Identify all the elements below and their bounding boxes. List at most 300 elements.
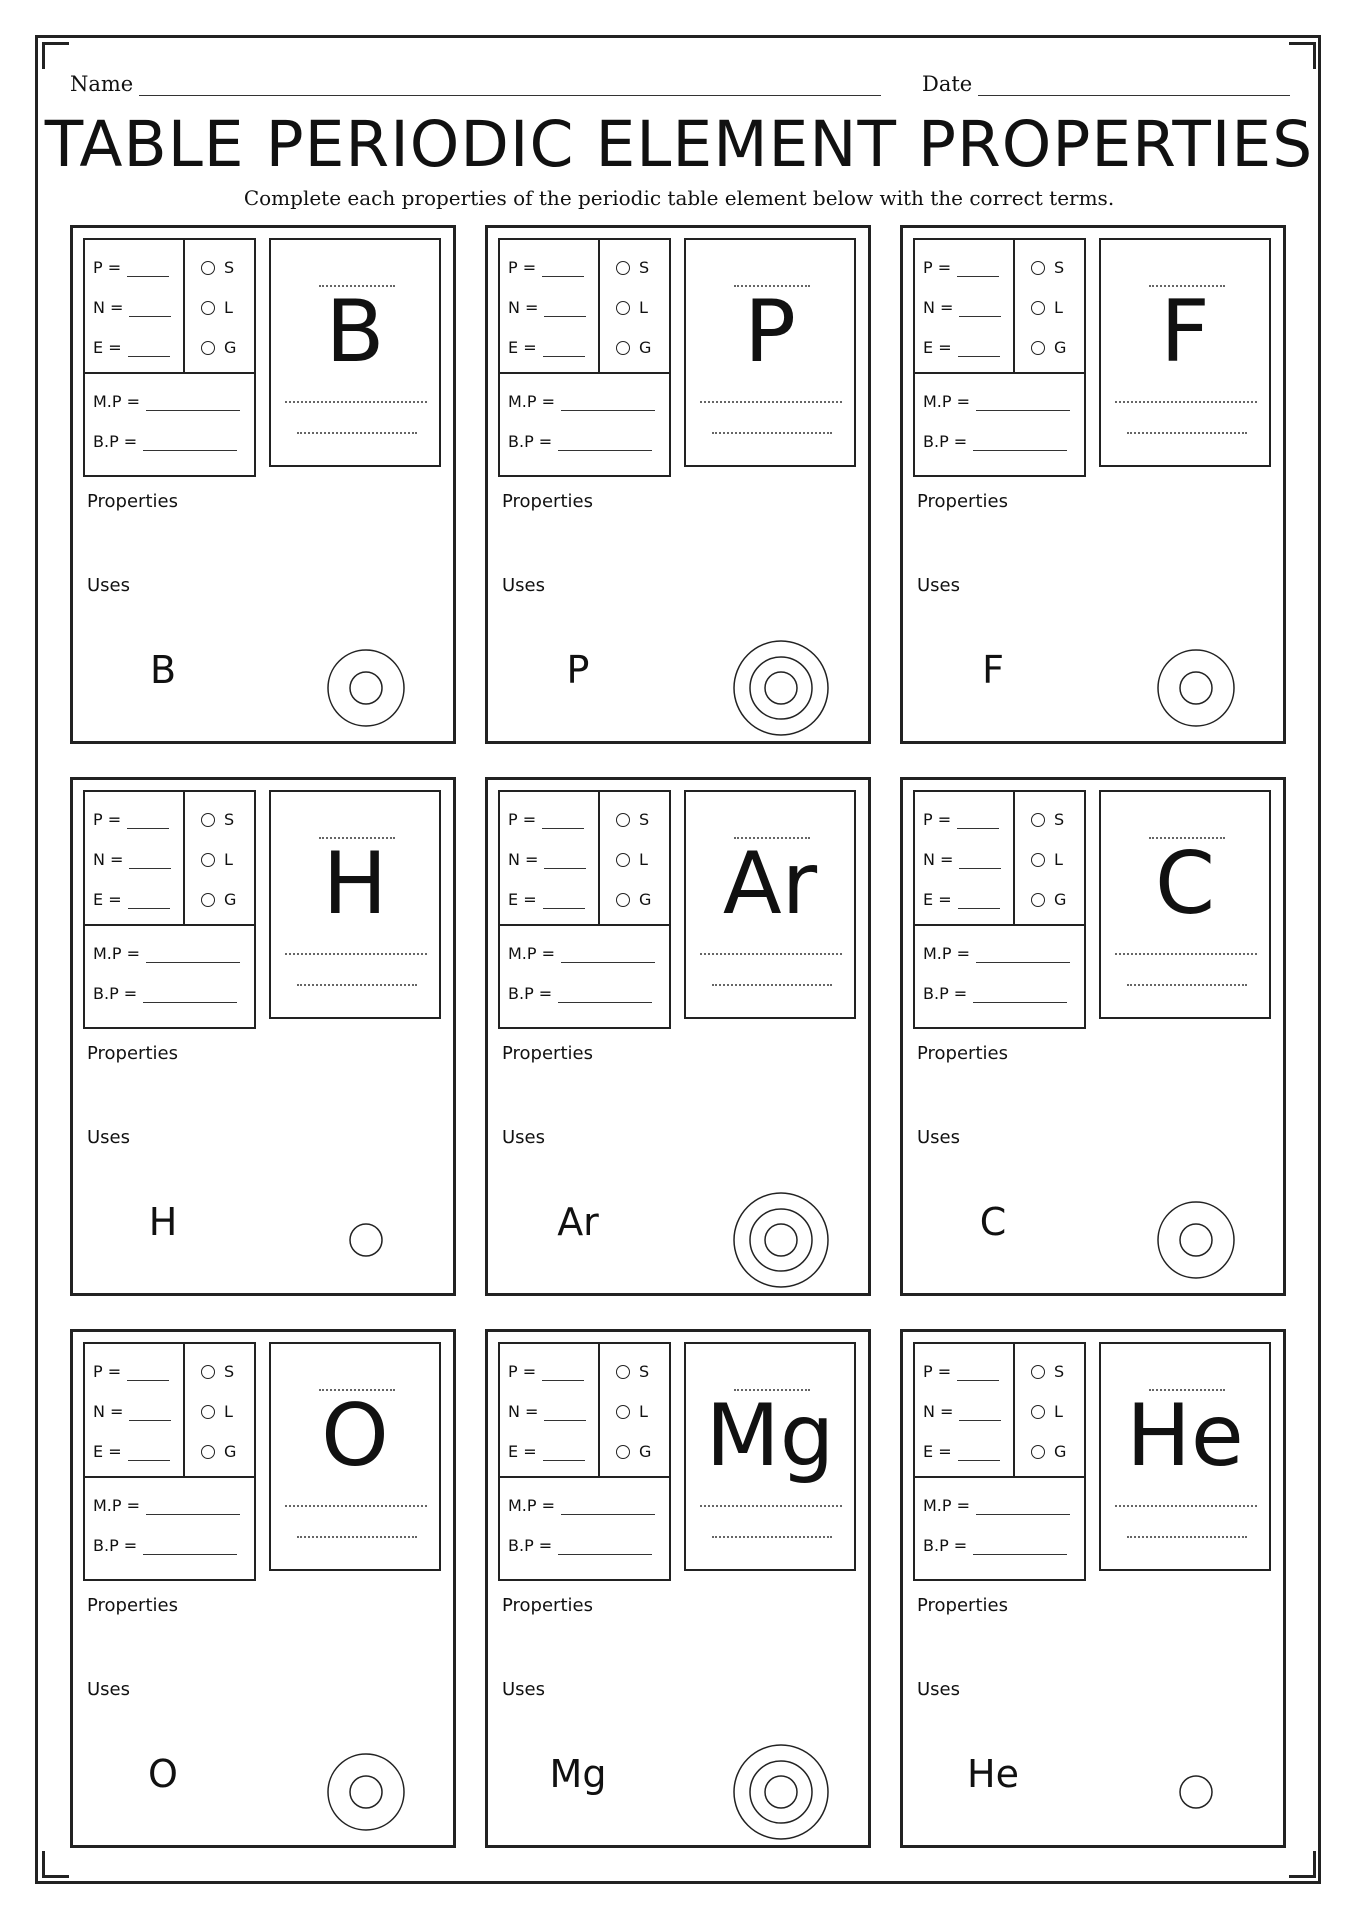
element-symbol: B xyxy=(325,282,385,382)
neutrons-blank[interactable] xyxy=(129,1406,171,1421)
radio-icon[interactable] xyxy=(1031,1445,1045,1459)
element-symbol-box xyxy=(684,238,856,467)
uses-label: Uses xyxy=(87,1127,131,1148)
neutrons-label: N = xyxy=(508,1402,539,1421)
element-card-f xyxy=(900,225,1286,744)
state-liquid-label: L xyxy=(1054,298,1063,317)
nucleus-circle xyxy=(765,1776,797,1808)
protons-row xyxy=(93,258,169,277)
neutrons-blank[interactable] xyxy=(544,1406,586,1421)
element-info-box xyxy=(498,238,671,477)
element-name-blank[interactable] xyxy=(700,953,842,955)
protons-row xyxy=(923,810,999,829)
state-option-liquid[interactable] xyxy=(1031,298,1063,317)
boiling-point-blank[interactable] xyxy=(973,1540,1067,1555)
electrons-blank[interactable] xyxy=(128,342,170,357)
neutrons-blank[interactable] xyxy=(129,302,171,317)
radio-icon[interactable] xyxy=(1031,261,1045,275)
radio-icon[interactable] xyxy=(201,893,215,907)
electron-shell-ring xyxy=(750,1209,812,1271)
state-option-gas[interactable] xyxy=(1031,890,1066,909)
element-symbol-box xyxy=(269,790,441,1019)
boiling-point-label: B.P = xyxy=(508,984,553,1003)
protons-blank[interactable] xyxy=(957,1366,999,1381)
uses-label: Uses xyxy=(87,575,131,596)
element-card-he xyxy=(900,1329,1286,1848)
protons-blank[interactable] xyxy=(957,262,999,277)
protons-blank[interactable] xyxy=(957,814,999,829)
protons-label: P = xyxy=(93,1362,122,1381)
atomic-mass-blank[interactable] xyxy=(1127,432,1247,434)
element-symbol-small: B xyxy=(149,648,177,692)
radio-icon[interactable] xyxy=(1031,1365,1045,1379)
state-gas-label: G xyxy=(639,1442,652,1461)
melting-point-label: M.P = xyxy=(93,1496,141,1515)
radio-icon[interactable] xyxy=(201,301,215,315)
protons-row xyxy=(93,810,169,829)
state-option-solid[interactable] xyxy=(1031,258,1064,277)
melting-point-blank[interactable] xyxy=(146,396,240,411)
neutrons-row xyxy=(923,298,1001,317)
state-option-solid[interactable] xyxy=(616,1362,649,1381)
electron-shell-ring xyxy=(328,650,404,726)
protons-label: P = xyxy=(508,1362,537,1381)
properties-label: Properties xyxy=(502,1043,593,1064)
electrons-row xyxy=(93,1442,170,1461)
melting-point-row xyxy=(93,1496,240,1515)
melting-point-row xyxy=(93,944,240,963)
electron-shell-diagram xyxy=(316,1742,416,1842)
neutrons-blank[interactable] xyxy=(129,854,171,869)
boiling-point-blank[interactable] xyxy=(558,988,652,1003)
element-name-blank[interactable] xyxy=(700,1505,842,1507)
state-solid-label: S xyxy=(639,258,650,277)
state-option-gas[interactable] xyxy=(1031,338,1066,357)
atomic-mass-blank[interactable] xyxy=(297,432,417,434)
state-liquid-label: L xyxy=(639,1402,648,1421)
neutrons-label: N = xyxy=(923,298,954,317)
state-option-gas[interactable] xyxy=(1031,1442,1066,1461)
boiling-point-label: B.P = xyxy=(508,432,553,451)
neutrons-label: N = xyxy=(508,850,539,869)
date-line[interactable] xyxy=(978,73,1290,96)
element-symbol-box xyxy=(269,238,441,467)
electrons-row xyxy=(923,1442,1000,1461)
state-liquid-label: L xyxy=(1054,850,1063,869)
state-option-liquid[interactable] xyxy=(1031,850,1063,869)
radio-icon[interactable] xyxy=(616,1365,630,1379)
particle-count-box xyxy=(85,1344,185,1478)
melting-point-label: M.P = xyxy=(508,944,556,963)
particle-count-box xyxy=(85,240,185,374)
melting-point-label: M.P = xyxy=(923,392,971,411)
melting-point-label: M.P = xyxy=(508,392,556,411)
radio-icon[interactable] xyxy=(1031,813,1045,827)
state-option-gas[interactable] xyxy=(616,1442,651,1461)
element-symbol: F xyxy=(1160,282,1210,382)
neutrons-row xyxy=(508,298,586,317)
element-name-blank[interactable] xyxy=(285,953,427,955)
nucleus-circle xyxy=(765,1224,797,1256)
melting-boiling-box xyxy=(85,1478,254,1579)
element-symbol-small: Ar xyxy=(557,1200,599,1244)
protons-row xyxy=(923,1362,999,1381)
state-option-gas[interactable] xyxy=(616,890,651,909)
particle-count-box xyxy=(500,240,600,374)
melting-boiling-box xyxy=(85,374,254,475)
electrons-label: E = xyxy=(508,338,537,357)
atomic-mass-blank[interactable] xyxy=(712,1536,832,1538)
neutrons-blank[interactable] xyxy=(544,302,586,317)
nucleus-circle xyxy=(350,1776,382,1808)
element-name-blank[interactable] xyxy=(700,401,842,403)
state-option-gas[interactable] xyxy=(616,338,651,357)
corner-ornament-top-left xyxy=(42,42,69,69)
radio-icon[interactable] xyxy=(616,261,630,275)
electron-shell-ring xyxy=(734,1745,828,1839)
protons-row xyxy=(93,1362,169,1381)
neutrons-label: N = xyxy=(93,850,124,869)
particle-count-box xyxy=(500,1344,600,1478)
radio-icon[interactable] xyxy=(616,853,630,867)
element-card-mg xyxy=(485,1329,871,1848)
properties-label: Properties xyxy=(917,491,1008,512)
melting-point-blank[interactable] xyxy=(561,948,655,963)
melting-point-blank[interactable] xyxy=(146,948,240,963)
name-line[interactable] xyxy=(139,73,881,96)
electrons-label: E = xyxy=(923,890,952,909)
radio-icon[interactable] xyxy=(1031,301,1045,315)
melting-point-row xyxy=(508,1496,655,1515)
boiling-point-blank[interactable] xyxy=(143,436,237,451)
electrons-blank[interactable] xyxy=(543,342,585,357)
element-info-box xyxy=(83,790,256,1029)
electrons-label: E = xyxy=(923,338,952,357)
element-symbol-small: H xyxy=(148,1200,178,1244)
atomic-mass-blank[interactable] xyxy=(712,432,832,434)
name-field xyxy=(70,72,881,96)
melting-point-row xyxy=(923,1496,1070,1515)
date-field xyxy=(922,72,1290,96)
radio-icon[interactable] xyxy=(201,261,215,275)
electron-shell-ring xyxy=(1158,650,1234,726)
state-option-liquid[interactable] xyxy=(1031,1402,1063,1421)
melting-point-blank[interactable] xyxy=(976,948,1070,963)
protons-label: P = xyxy=(508,258,537,277)
electrons-label: E = xyxy=(923,1442,952,1461)
name-label: Name xyxy=(70,72,134,96)
electrons-row xyxy=(923,890,1000,909)
state-option-gas[interactable] xyxy=(201,890,236,909)
radio-icon[interactable] xyxy=(1031,853,1045,867)
state-solid-label: S xyxy=(639,810,650,829)
element-symbol-box xyxy=(269,1342,441,1571)
electrons-row xyxy=(923,338,1000,357)
melting-point-label: M.P = xyxy=(508,1496,556,1515)
particle-count-box xyxy=(915,240,1015,374)
melting-boiling-box xyxy=(915,1478,1084,1579)
state-option-solid[interactable] xyxy=(1031,810,1064,829)
radio-icon[interactable] xyxy=(201,1445,215,1459)
electron-shell-ring xyxy=(734,1193,828,1287)
nucleus-circle xyxy=(765,672,797,704)
properties-label: Properties xyxy=(87,1595,178,1616)
electron-shell-ring xyxy=(750,1761,812,1823)
element-symbol: O xyxy=(321,1386,389,1486)
radio-icon[interactable] xyxy=(616,813,630,827)
element-symbol-box xyxy=(1099,790,1271,1019)
neutrons-blank[interactable] xyxy=(544,854,586,869)
boiling-point-blank[interactable] xyxy=(973,988,1067,1003)
boiling-point-blank[interactable] xyxy=(143,988,237,1003)
radio-icon[interactable] xyxy=(616,1445,630,1459)
protons-label: P = xyxy=(923,1362,952,1381)
boiling-point-row xyxy=(923,1536,1067,1555)
corner-ornament-top-right xyxy=(1289,42,1316,69)
melting-point-row xyxy=(923,944,1070,963)
neutrons-row xyxy=(93,298,171,317)
electrons-label: E = xyxy=(508,890,537,909)
element-symbol-box xyxy=(1099,238,1271,467)
element-info-box xyxy=(913,238,1086,477)
electrons-blank[interactable] xyxy=(543,894,585,909)
uses-label: Uses xyxy=(502,1679,546,1700)
properties-label: Properties xyxy=(87,1043,178,1064)
state-option-solid[interactable] xyxy=(201,258,234,277)
protons-row xyxy=(508,1362,584,1381)
state-liquid-label: L xyxy=(639,850,648,869)
radio-icon[interactable] xyxy=(1031,1405,1045,1419)
electrons-label: E = xyxy=(93,1442,122,1461)
boiling-point-row xyxy=(93,1536,237,1555)
protons-blank[interactable] xyxy=(127,1366,169,1381)
state-liquid-label: L xyxy=(639,298,648,317)
neutrons-row xyxy=(508,850,586,869)
protons-blank[interactable] xyxy=(542,1366,584,1381)
radio-icon[interactable] xyxy=(616,341,630,355)
state-option-liquid[interactable] xyxy=(616,1402,648,1421)
element-info-box xyxy=(498,1342,671,1581)
electrons-blank[interactable] xyxy=(958,1446,1000,1461)
state-liquid-label: L xyxy=(224,298,233,317)
melting-boiling-box xyxy=(915,374,1084,475)
radio-icon[interactable] xyxy=(1031,341,1045,355)
atomic-mass-blank[interactable] xyxy=(712,984,832,986)
state-solid-label: S xyxy=(1054,1362,1065,1381)
neutrons-label: N = xyxy=(923,850,954,869)
corner-ornament-bottom-right xyxy=(1289,1851,1316,1878)
protons-label: P = xyxy=(923,258,952,277)
electron-shell-ring xyxy=(734,641,828,735)
melting-boiling-box xyxy=(500,374,669,475)
element-symbol-small: C xyxy=(979,1200,1007,1244)
protons-blank[interactable] xyxy=(542,262,584,277)
state-gas-label: G xyxy=(224,890,237,909)
melting-point-blank[interactable] xyxy=(561,396,655,411)
neutrons-row xyxy=(923,850,1001,869)
boiling-point-row xyxy=(923,432,1067,451)
state-option-gas[interactable] xyxy=(201,1442,236,1461)
element-symbol-box xyxy=(684,790,856,1019)
state-gas-label: G xyxy=(1054,890,1067,909)
element-symbol: Ar xyxy=(722,834,818,934)
electrons-blank[interactable] xyxy=(128,894,170,909)
electron-shell-diagram xyxy=(731,1742,831,1842)
state-gas-label: G xyxy=(1054,338,1067,357)
properties-label: Properties xyxy=(917,1595,1008,1616)
electron-shell-ring xyxy=(750,657,812,719)
melting-point-blank[interactable] xyxy=(976,396,1070,411)
state-option-liquid[interactable] xyxy=(201,850,233,869)
boiling-point-blank[interactable] xyxy=(558,436,652,451)
state-option-solid[interactable] xyxy=(201,810,234,829)
atomic-mass-blank[interactable] xyxy=(297,1536,417,1538)
electrons-blank[interactable] xyxy=(543,1446,585,1461)
element-info-box xyxy=(83,238,256,477)
electrons-blank[interactable] xyxy=(958,342,1000,357)
radio-icon[interactable] xyxy=(201,341,215,355)
state-gas-label: G xyxy=(639,890,652,909)
element-info-box xyxy=(83,1342,256,1581)
protons-label: P = xyxy=(93,810,122,829)
electron-shell-diagram xyxy=(1146,1190,1246,1290)
element-card-p xyxy=(485,225,871,744)
protons-label: P = xyxy=(923,810,952,829)
protons-row xyxy=(508,810,584,829)
boiling-point-label: B.P = xyxy=(923,432,968,451)
element-name-blank[interactable] xyxy=(285,1505,427,1507)
protons-label: P = xyxy=(508,810,537,829)
boiling-point-blank[interactable] xyxy=(143,1540,237,1555)
state-box xyxy=(1015,240,1084,374)
element-name-blank[interactable] xyxy=(1115,953,1257,955)
radio-icon[interactable] xyxy=(1031,893,1045,907)
state-gas-label: G xyxy=(224,1442,237,1461)
state-box xyxy=(185,1344,254,1478)
nucleus-circle xyxy=(1180,1224,1212,1256)
properties-label: Properties xyxy=(917,1043,1008,1064)
state-liquid-label: L xyxy=(1054,1402,1063,1421)
state-box xyxy=(600,240,669,374)
radio-icon[interactable] xyxy=(201,813,215,827)
element-symbol-small: He xyxy=(967,1752,1019,1796)
electrons-blank[interactable] xyxy=(128,1446,170,1461)
state-solid-label: S xyxy=(1054,810,1065,829)
electrons-row xyxy=(508,890,585,909)
element-symbol: He xyxy=(1126,1386,1244,1486)
state-option-liquid[interactable] xyxy=(616,298,648,317)
radio-icon[interactable] xyxy=(201,1365,215,1379)
uses-label: Uses xyxy=(502,575,546,596)
state-option-liquid[interactable] xyxy=(201,298,233,317)
boiling-point-row xyxy=(508,984,652,1003)
melting-boiling-box xyxy=(85,926,254,1027)
atomic-mass-blank[interactable] xyxy=(1127,984,1247,986)
element-info-box xyxy=(913,790,1086,1029)
electron-shell-diagram xyxy=(731,638,831,738)
protons-blank[interactable] xyxy=(127,262,169,277)
properties-label: Properties xyxy=(502,491,593,512)
protons-blank[interactable] xyxy=(542,814,584,829)
neutrons-row xyxy=(93,1402,171,1421)
radio-icon[interactable] xyxy=(616,893,630,907)
boiling-point-label: B.P = xyxy=(93,984,138,1003)
state-box xyxy=(185,792,254,926)
radio-icon[interactable] xyxy=(201,1405,215,1419)
boiling-point-blank[interactable] xyxy=(558,1540,652,1555)
nucleus-circle xyxy=(1180,1776,1212,1808)
neutrons-label: N = xyxy=(508,298,539,317)
melting-point-blank[interactable] xyxy=(976,1500,1070,1515)
properties-label: Properties xyxy=(502,1595,593,1616)
uses-label: Uses xyxy=(502,1127,546,1148)
boiling-point-row xyxy=(93,984,237,1003)
nucleus-circle xyxy=(1180,672,1212,704)
neutrons-blank[interactable] xyxy=(959,854,1001,869)
state-solid-label: S xyxy=(224,810,235,829)
element-name-blank[interactable] xyxy=(285,401,427,403)
element-info-box xyxy=(913,1342,1086,1581)
electrons-label: E = xyxy=(508,1442,537,1461)
element-name-blank[interactable] xyxy=(1115,401,1257,403)
state-box xyxy=(185,240,254,374)
electrons-blank[interactable] xyxy=(958,894,1000,909)
element-symbol: C xyxy=(1154,834,1216,934)
state-option-solid[interactable] xyxy=(616,258,649,277)
neutrons-label: N = xyxy=(93,1402,124,1421)
electrons-row xyxy=(508,338,585,357)
melting-point-label: M.P = xyxy=(923,944,971,963)
state-gas-label: G xyxy=(639,338,652,357)
melting-point-label: M.P = xyxy=(93,944,141,963)
neutrons-blank[interactable] xyxy=(959,1406,1001,1421)
state-option-gas[interactable] xyxy=(201,338,236,357)
boiling-point-row xyxy=(508,432,652,451)
page-instructions: Complete each properties of the periodic table element below with the correct terms. xyxy=(243,186,1115,210)
melting-point-blank[interactable] xyxy=(561,1500,655,1515)
particle-count-box xyxy=(85,792,185,926)
atomic-mass-blank[interactable] xyxy=(1127,1536,1247,1538)
radio-icon[interactable] xyxy=(201,853,215,867)
element-card-c xyxy=(900,777,1286,1296)
protons-blank[interactable] xyxy=(127,814,169,829)
state-option-solid[interactable] xyxy=(201,1362,234,1381)
element-symbol-small: F xyxy=(982,648,1004,692)
neutrons-blank[interactable] xyxy=(959,302,1001,317)
electron-shell-ring xyxy=(1158,1202,1234,1278)
electron-shell-diagram xyxy=(1146,638,1246,738)
electrons-label: E = xyxy=(93,890,122,909)
state-liquid-label: L xyxy=(224,850,233,869)
atomic-mass-blank[interactable] xyxy=(297,984,417,986)
element-name-blank[interactable] xyxy=(1115,1505,1257,1507)
state-solid-label: S xyxy=(224,258,235,277)
element-card-h xyxy=(70,777,456,1296)
boiling-point-blank[interactable] xyxy=(973,436,1067,451)
state-option-liquid[interactable] xyxy=(201,1402,233,1421)
melting-point-blank[interactable] xyxy=(146,1500,240,1515)
state-option-liquid[interactable] xyxy=(616,850,648,869)
particle-count-box xyxy=(915,1344,1015,1478)
state-option-solid[interactable] xyxy=(616,810,649,829)
electrons-row xyxy=(93,338,170,357)
state-option-solid[interactable] xyxy=(1031,1362,1064,1381)
electrons-label: E = xyxy=(93,338,122,357)
radio-icon[interactable] xyxy=(616,301,630,315)
element-symbol-small: O xyxy=(148,1752,178,1796)
radio-icon[interactable] xyxy=(616,1405,630,1419)
element-symbol: H xyxy=(322,834,388,934)
